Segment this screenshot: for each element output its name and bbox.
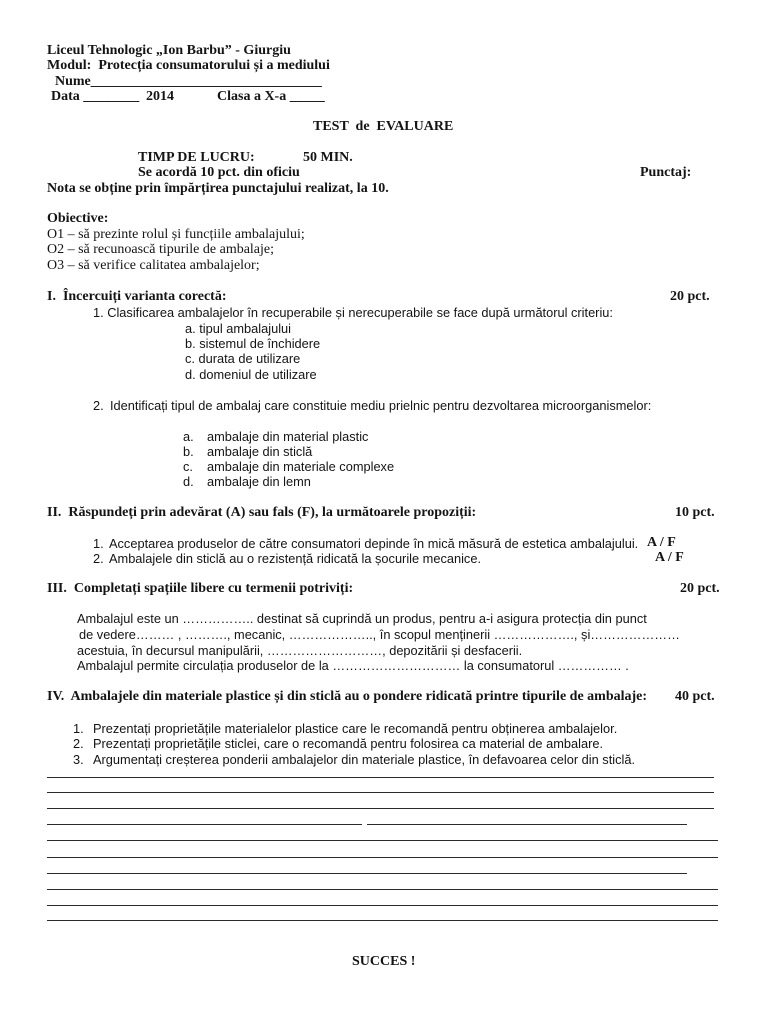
answer-option: a. tipul ambalajului xyxy=(185,321,291,336)
work-time-label: TIMP DE LUCRU: xyxy=(138,150,255,165)
answer-line xyxy=(47,840,718,841)
class-field: Clasa a X-a _____ xyxy=(217,89,325,104)
answer-line xyxy=(47,777,714,778)
answer-option: ambalaje din materiale complexe xyxy=(207,459,395,474)
section-points: 10 pct. xyxy=(675,505,715,520)
answer-option: d. domeniul de utilizare xyxy=(185,367,317,382)
true-false-statement: Acceptarea produselor de către consumatori depinde în mică măsură de estetica ambalajului. xyxy=(109,536,639,551)
work-time-value: 50 MIN. xyxy=(303,150,353,165)
objective-item: O1 – să prezinte rolul și funcțiile ambalajului; xyxy=(47,227,305,242)
answer-line xyxy=(47,808,714,809)
answer-line xyxy=(47,889,718,890)
item-number: 2. xyxy=(93,551,104,566)
item-number: 1. xyxy=(93,536,104,551)
fill-in-line: acestuia, în decursul manipulării, ………………………, depozitării și desfacerii. xyxy=(77,643,523,658)
answer-line xyxy=(47,792,714,793)
option-letter: d. xyxy=(183,474,194,489)
answer-line xyxy=(47,824,362,825)
answer-line xyxy=(47,857,718,858)
section-heading: III. Completați spațiile libere cu termenii potriviți: xyxy=(47,581,354,596)
answer-line xyxy=(47,905,718,906)
objective-item: O3 – să verifice calitatea ambalajelor; xyxy=(47,258,260,273)
closing-message: SUCCES ! xyxy=(352,954,416,969)
answer-option: c. durata de utilizare xyxy=(185,351,301,366)
item-number: 3. xyxy=(73,752,84,767)
option-letter: a. xyxy=(183,429,194,444)
fill-in-line: Ambalajul este un …………….. destinat să cuprindă un produs, pentru a-i asigura protecția din punct xyxy=(77,611,647,626)
score-label: Punctaj: xyxy=(640,165,692,180)
option-letter: c. xyxy=(183,459,193,474)
school-name: Liceul Tehnologic „Ion Barbu” - Giurgiu xyxy=(47,43,291,58)
true-false-choice: A / F xyxy=(647,535,676,550)
student-name-field: Nume_________________________________ xyxy=(55,74,322,89)
item-number: 1. xyxy=(73,721,84,736)
answer-option: ambalaje din material plastic xyxy=(207,429,369,444)
date-field: Data ________ xyxy=(51,89,140,104)
section-heading: IV. Ambalajele din materiale plastice și din sticlă au o pondere ridicată printre tipurile de ambalaje: xyxy=(47,689,648,704)
objective-item: O2 – să recunoască tipurile de ambalaje; xyxy=(47,242,275,257)
answer-option: ambalaje din lemn xyxy=(207,474,311,489)
answer-line xyxy=(367,824,687,825)
section-heading: II. Răspundeți prin adevărat (A) sau fals (F), la următoarele propoziții: xyxy=(47,505,477,520)
question-number: 2. xyxy=(93,398,104,413)
answer-option: b. sistemul de închidere xyxy=(185,336,321,351)
question-text: Identificați tipul de ambalaj care constituie mediu prielnic pentru dezvoltarea microorganismelor: xyxy=(110,398,652,413)
section-points: 20 pct. xyxy=(670,289,710,304)
answer-option: ambalaje din sticlă xyxy=(207,444,313,459)
task-text: Prezentați proprietățile materialelor plastice care le recomandă pentru obținerea ambalajelor. xyxy=(93,721,618,736)
year: 2014 xyxy=(146,89,174,104)
section-points: 20 pct. xyxy=(680,581,720,596)
office-points: Se acordă 10 pct. din oficiu xyxy=(138,165,300,180)
grade-note: Nota se obține prin împărțirea punctajului realizat, la 10. xyxy=(47,181,389,196)
option-letter: b. xyxy=(183,444,194,459)
objectives-heading: Obiective: xyxy=(47,211,109,226)
task-text: Prezentați proprietățile sticlei, care o recomandă pentru folosirea ca material de ambalare. xyxy=(93,736,604,751)
answer-line xyxy=(47,873,687,874)
question-text: 1. Clasificarea ambalajelor în recuperabile și nerecuperabile se face după următorul criteriu: xyxy=(93,305,613,320)
section-points: 40 pct. xyxy=(675,689,715,704)
answer-line xyxy=(47,920,718,921)
module-name: Modul: Protecția consumatorului și a mediului xyxy=(47,58,330,73)
section-heading: I. Încercuiți varianta corectă: xyxy=(47,289,227,304)
item-number: 2. xyxy=(73,736,84,751)
fill-in-line: Ambalajul permite circulația produselor de la ………………………… la consumatorul …………… . xyxy=(77,658,629,673)
task-text: Argumentați creșterea ponderii ambalajelor din materiale plastice, în defavoarea celor din sticlă. xyxy=(93,752,636,767)
true-false-choice: A / F xyxy=(655,550,684,565)
page-title: TEST de EVALUARE xyxy=(313,119,454,134)
true-false-statement: Ambalajele din sticlă au o rezistență ridicată la șocurile mecanice. xyxy=(109,551,482,566)
fill-in-line: de vedere……… , ………., mecanic, ……………….., în scopul menținerii ………………., și………………… xyxy=(79,627,680,642)
